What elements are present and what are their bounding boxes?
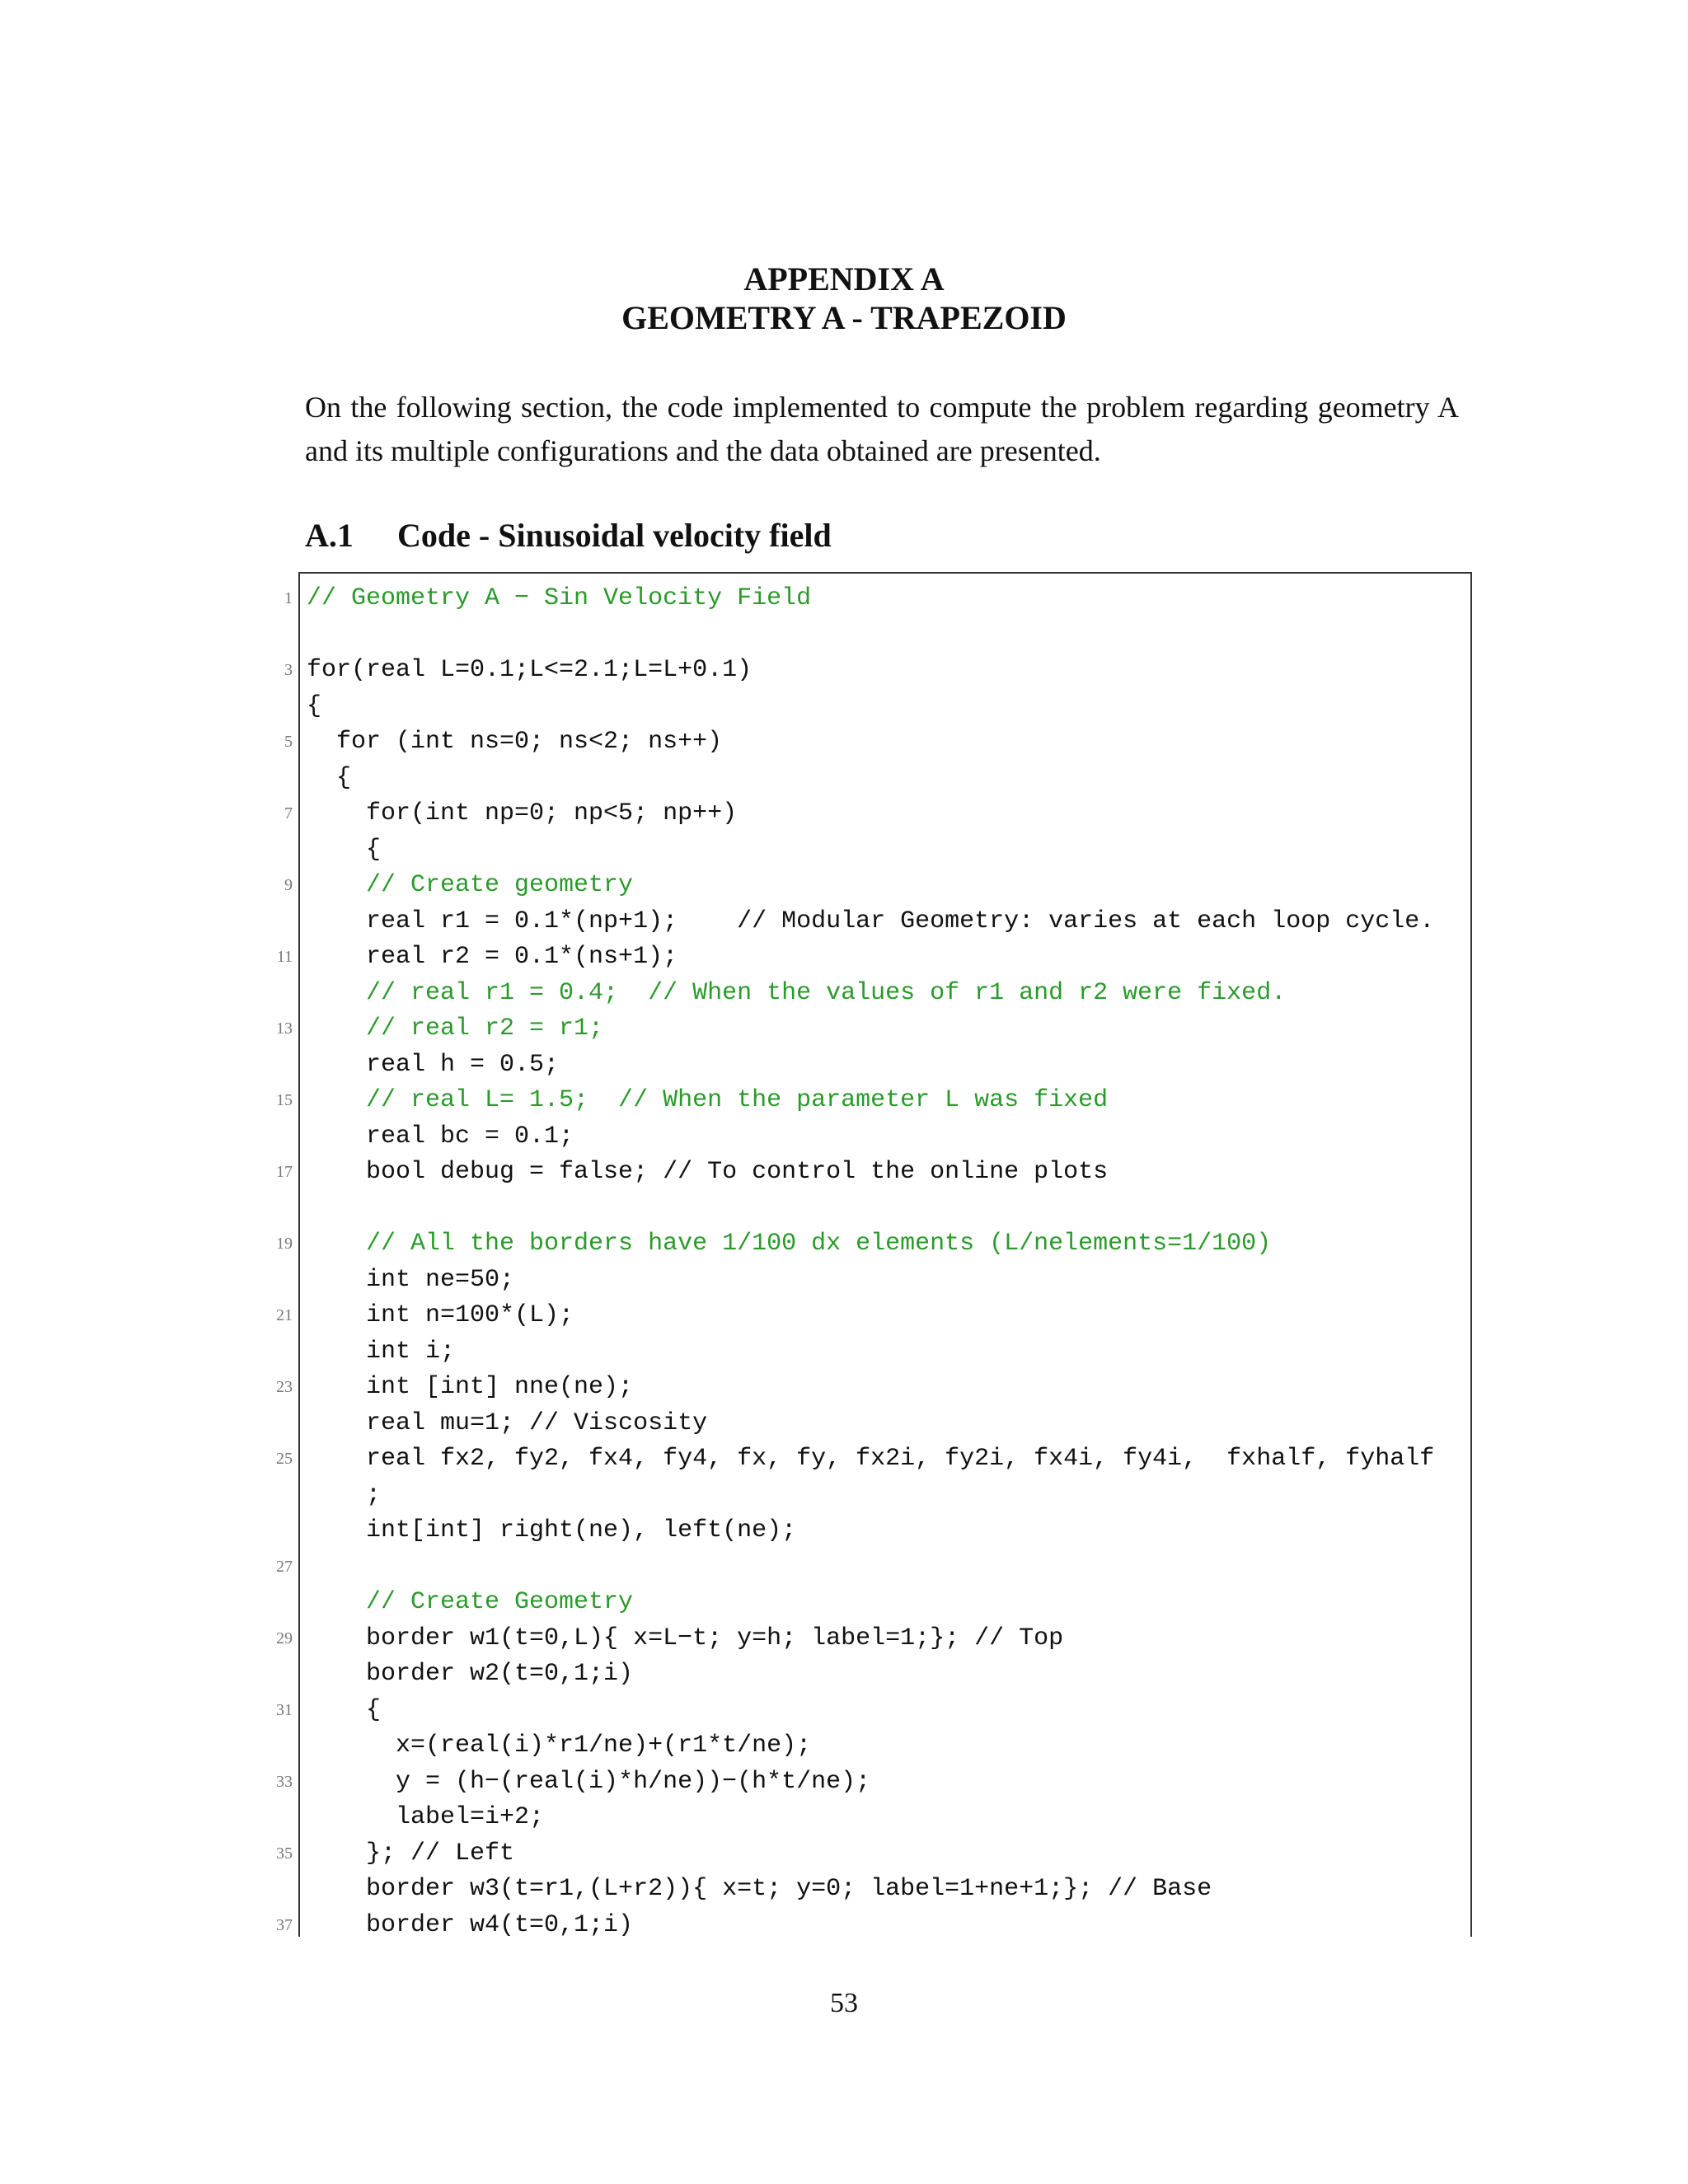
code-text: real fx2, fy2, fx4, fy4, fx, fy, fx2i, fy2i, fx4i, fy4i, fxhalf, fyhalf [307,1445,1435,1473]
chapter-heading [0,260,1688,337]
chapter-label: APPENDIX A [743,260,945,298]
code-listing [276,581,1461,1943]
code-text: for (int ns=0; ns<2; ns++) [307,728,723,756]
code-text: for(int np=0; np<5; np++) [307,799,738,827]
code-text: y = (h−(real(i)*h/ne))−(h*t/ne); [307,1767,871,1796]
code-line [276,1011,1461,1047]
code-text: real mu=1; // Viscosity [307,1408,708,1437]
code-line [276,1693,1461,1729]
code-line [307,1728,1461,1765]
line-number: 37 [276,1915,293,1934]
code-line [307,617,1461,654]
code-line [307,1047,1461,1084]
line-number: 19 [276,1235,293,1253]
code-text: x=(real(i)*r1/ne)+(r1*t/ne); [307,1732,812,1760]
code-text: // Create geometry [307,871,634,899]
line-number: 25 [276,1450,293,1468]
section-title: Code - Sinusoidal velocity field [397,517,832,554]
code-line [276,1441,1461,1478]
chapter-title: GEOMETRY A - TRAPEZOID [621,299,1067,336]
line-number: 3 [284,661,293,679]
code-text: // real L= 1.5; // When the parameter L was fixed [307,1086,1109,1114]
code-line [307,1334,1461,1371]
code-text: int ne=50; [307,1265,515,1294]
code-line [307,1657,1461,1693]
code-line [307,1406,1461,1442]
code-line [307,904,1461,940]
code-text: border w4(t=0,1;i) [307,1910,634,1939]
code-line [307,761,1461,797]
section-heading [305,515,832,556]
code-text: // real r2 = r1; [307,1015,604,1043]
code-text: // All the borders have 1/100 dx elements (L/nelements=1/100) [307,1230,1272,1258]
code-text: int i; [307,1337,456,1366]
code-line [307,1513,1461,1549]
code-line [276,1621,1461,1657]
line-number: 33 [276,1772,293,1791]
code-line [307,832,1461,869]
code-line [307,1478,1461,1514]
line-number: 21 [276,1306,293,1324]
line-number: 29 [276,1629,293,1647]
line-number: 35 [276,1844,293,1863]
code-line [307,1872,1461,1908]
code-text: { [307,835,382,864]
line-number: 5 [284,733,293,751]
code-text: int[int] right(ne), left(ne); [307,1516,797,1544]
code-line [307,1263,1461,1299]
code-line [276,1549,1461,1586]
code-text: ; [307,1480,382,1509]
code-line [307,1585,1461,1621]
line-number: 7 [284,804,293,823]
code-line [276,940,1461,976]
line-number: 23 [276,1378,293,1396]
code-line [307,1119,1461,1155]
code-text: int n=100*(L); [307,1301,574,1329]
code-text: border w1(t=0,L){ x=L−t; y=h; label=1;}; // Top [307,1624,1064,1652]
code-text: real h = 0.5; [307,1050,560,1079]
code-text: }; // Left [307,1839,515,1868]
code-text: // real r1 = 0.4; // When the values of r1 and r2 were fixed. [307,978,1287,1007]
code-line [307,1800,1461,1836]
code-line [284,581,1461,617]
code-line [284,796,1461,832]
code-text: real r1 = 0.1*(np+1); // Modular Geometry: varies at each loop cycle. [307,907,1435,935]
code-text: // Create Geometry [307,1588,634,1616]
code-line [276,1765,1461,1801]
code-text: for(real L=0.1;L<=2.1;L=L+0.1) [307,656,753,684]
code-line [276,1083,1461,1119]
code-line [307,689,1461,725]
code-text: { [307,1695,382,1724]
code-text: border w2(t=0,1;i) [307,1660,634,1688]
line-number: 1 [284,589,293,607]
page-number: 53 [830,1988,858,2018]
code-line [276,1155,1461,1191]
code-line [276,1836,1461,1872]
code-text: int [int] nne(ne); [307,1373,634,1401]
line-number: 27 [276,1557,293,1576]
line-number: 31 [276,1700,293,1719]
code-line [307,976,1461,1012]
code-text: { [307,763,352,792]
code-text: real r2 = 0.1*(ns+1); [307,943,678,971]
code-line [276,1370,1461,1406]
code-text: real bc = 0.1; [307,1122,574,1151]
code-text: label=i+2; [307,1803,545,1831]
line-number: 17 [276,1163,293,1181]
code-line [284,868,1461,904]
line-number: 13 [276,1019,293,1038]
code-line [276,1226,1461,1263]
line-number: 15 [276,1091,293,1109]
code-text: // Geometry A − Sin Velocity Field [307,584,812,612]
code-line [276,1298,1461,1334]
section-number: A.1 [305,517,354,554]
code-line [284,653,1461,689]
code-text: border w3(t=r1,(L+r2)){ x=t; y=0; label=1+ne+1;}; // Base [307,1875,1212,1903]
code-text: bool debug = false; // To control the online plots [307,1158,1109,1186]
code-text: { [307,691,322,720]
line-number: 9 [284,876,293,894]
line-number: 11 [276,948,293,966]
code-line [276,1908,1461,1944]
code-line [307,1191,1461,1227]
intro-paragraph: On the following section, the code implemented to compute the problem regarding geometry A and its multiple configurations and the data obtained are presented. [305,391,1459,467]
code-line [284,724,1461,761]
